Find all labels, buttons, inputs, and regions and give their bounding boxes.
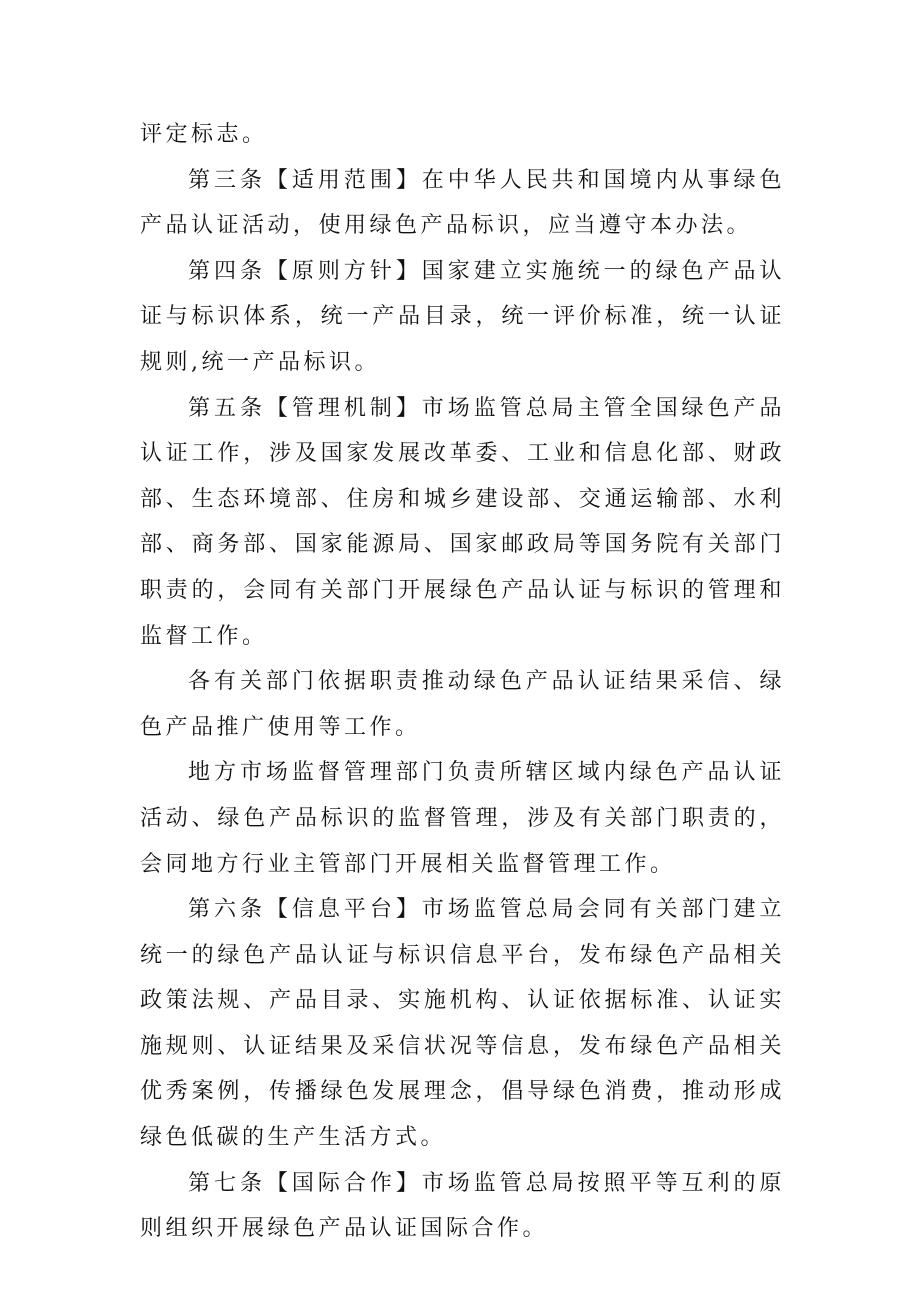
article-5-departments: 各有关部门依据职责推动绿色产品认证结果采信、绿色产品推广使用等工作。 (140, 669, 785, 740)
article-7-international-cooperation: 第七条【国际合作】市场监管总局按照平等互利的原则组织开展绿色产品认证国际合作。 (140, 1170, 785, 1242)
article-6-information-platform: 第六条【信息平台】市场监管总局会同有关部门建立统一的绿色产品认证与标识信息平台，发布绿色产品相关政策法规、产品目录、实施机构、认证依据标准、认证实施规则、认证结果及采信状况等信息，发布绿色产品相关优秀案例，传播绿色发展理念，倡导绿色消费，推动形成绿色低碳的生产生活方式。 (140, 897, 785, 1151)
article-4-principles: 第四条【原则方针】国家建立实施统一的绿色产品认证与标识体系，统一产品目录，统一评价标准，统一认证规则,统一产品标识。 (140, 258, 785, 375)
article-5-management: 第五条【管理机制】市场监管总局主管全国绿色产品认证工作，涉及国家发展改革委、工业和信息化部、财政部、生态环境部、住房和城乡建设部、交通运输部、水利部、商务部、国家能源局、国家邮政局等国务院有关部门职责的，会同有关部门开展绿色产品认证与标识的管理和监督工作。 (140, 395, 785, 649)
article-5-local-supervision: 地方市场监督管理部门负责所辖区域内绿色产品认证活动、绿色产品标识的监督管理，涉及有关部门职责的，会同地方行业主管部门开展相关监督管理工作。 (140, 760, 785, 877)
article-3-scope: 第三条【适用范围】在中华人民共和国境内从事绿色产品认证活动，使用绿色产品标识，应当遵守本办法。 (140, 167, 785, 239)
paragraph-continuation: 评定标志。 (140, 122, 268, 147)
document-page (140, 112, 785, 1252)
